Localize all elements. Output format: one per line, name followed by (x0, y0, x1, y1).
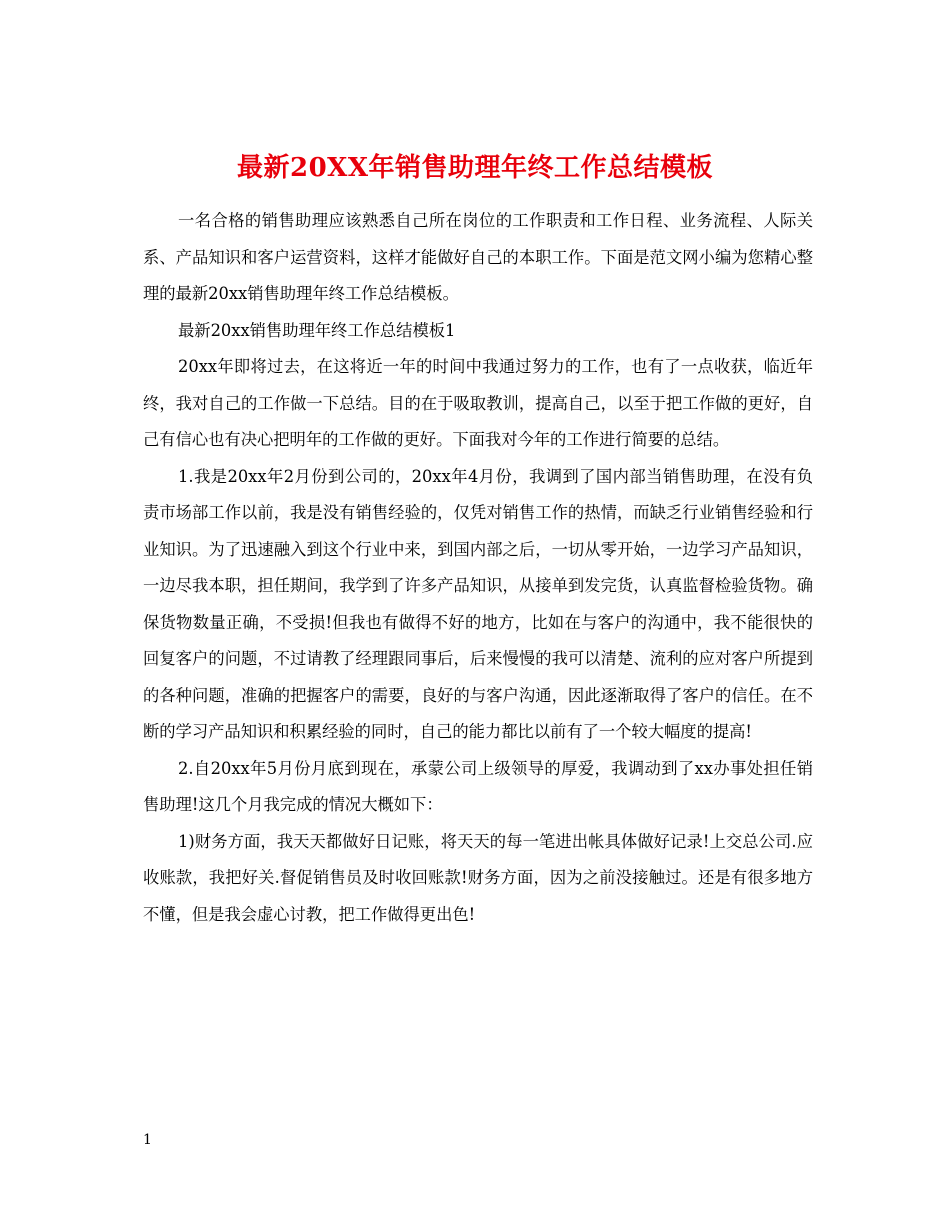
paragraph-overview: 20xx年即将过去，在这将近一年的时间中我通过努力的工作，也有了一点收获，临近年终，我对自己的工作做一下总结。目的在于吸取教训，提高自己，以至于把工作做的更好，自己有信心也有决心把明年的工作做的更好。下面我对今年的工作进行简要的总结。 (143, 357, 813, 449)
document-title: 最新20XX年销售助理年终工作总结模板 (236, 153, 714, 184)
page-number: 1 (143, 1132, 152, 1148)
paragraph-point-2: 2.自20xx年5月份月底到现在，承蒙公司上级领导的厚爱，我调动到了xx办事处担任销售助理!这几个月我完成的情况大概如下： (143, 758, 813, 814)
paragraph-point-1: 1.我是20xx年2月份到公司的，20xx年4月份，我调到了国内部当销售助理，在没有负责市场部工作以前，我是没有销售经验的，仅凭对销售工作的热情，而缺乏行业销售经验和行业知识。为了迅速融入到这个行业中来，到国内部之后，一切从零开始，一边学习产品知识，一边尽我本职，担任期间，我学到了许多产品知识，从接单到发完货，认真监督检验货物。确保货物数量正确，不受损!但我也有做得不好的地方，比如在与客户的沟通中，我不能很快的回复客户的问题，不过请教了经理跟同事后，后来慢慢的我可以清楚、流利的应对客户所提到的各种问题，准确的把握客户的需要，良好的与客户沟通，因此逐渐取得了客户的信任。在不断的学习产品知识和积累经验的同时，自己的能力都比以前有了一个较大幅度的提高! (143, 466, 813, 741)
paragraph-subtitle: 最新20xx销售助理年终工作总结模板1 (178, 320, 456, 340)
paragraph-intro: 一名合格的销售助理应该熟悉自己所在岗位的工作职责和工作日程、业务流程、人际关系、产品知识和客户运营资料，这样才能做好自己的本职工作。下面是范文网小编为您精心整理的最新20xx销售助理年终工作总结模板。 (143, 211, 813, 303)
paragraph-finance: 1)财务方面，我天天都做好日记账，将天天的每一笔进出帐具体做好记录!上交总公司.应收账款，我把好关.督促销售员及时收回账款!财务方面，因为之前没接触过。还是有很多地方不懂，但是我会虚心讨教，把工作做得更出色! (143, 831, 813, 924)
document-body (143, 203, 813, 933)
